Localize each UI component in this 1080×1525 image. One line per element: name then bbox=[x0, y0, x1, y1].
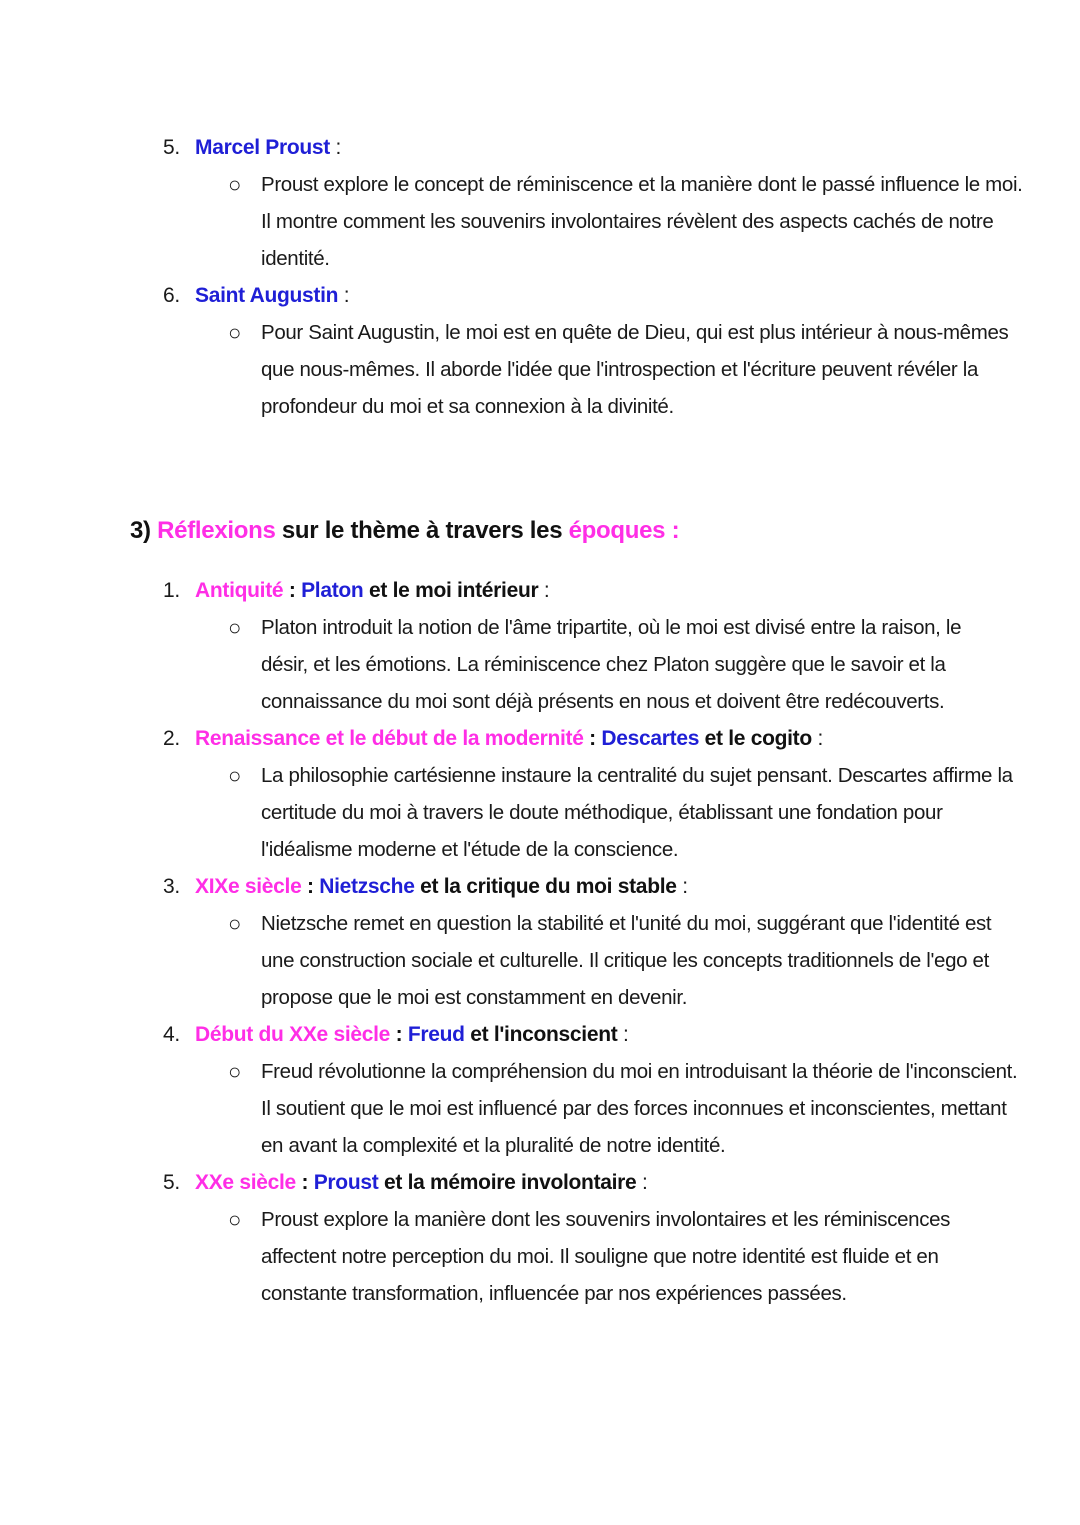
list-item-marcel-proust bbox=[163, 129, 341, 166]
list-number: 1. bbox=[163, 579, 180, 602]
list-number: 2. bbox=[163, 727, 180, 750]
heading-word-epoques: époques bbox=[568, 517, 666, 544]
author-name: Saint Augustin bbox=[195, 284, 339, 307]
paragraph-line: Il montre comment les souvenirs involontaires révèlent des aspects cachés de notre bbox=[261, 210, 994, 233]
colon: : bbox=[641, 1171, 648, 1194]
hollow-bullet-icon: ○ bbox=[228, 763, 242, 788]
hollow-bullet-icon: ○ bbox=[228, 1207, 242, 1232]
colon: : bbox=[682, 875, 688, 898]
list-item-xixe-siecle bbox=[163, 868, 688, 905]
author-name: Nietzsche bbox=[319, 875, 415, 898]
era-label: Antiquité bbox=[195, 579, 284, 602]
era-label: Renaissance et le début de la modernité bbox=[195, 727, 584, 750]
separator: : bbox=[307, 875, 314, 898]
paragraph-line: identité. bbox=[261, 247, 330, 270]
hollow-bullet-icon: ○ bbox=[228, 1059, 242, 1084]
paragraph-line: Nietzsche remet en question la stabilité et l'unité du moi, suggérant que l'identité est bbox=[261, 912, 992, 935]
colon: : bbox=[335, 136, 342, 159]
topic-label: et le moi intérieur bbox=[369, 579, 539, 602]
list-number: 4. bbox=[163, 1023, 180, 1046]
paragraph-line: Freud révolutionne la compréhension du moi en introduisant la théorie de l'inconscient. bbox=[261, 1060, 1018, 1083]
list-item-renaissance bbox=[163, 720, 823, 757]
author-name: Freud bbox=[407, 1023, 465, 1046]
paragraph-line: La philosophie cartésienne instaure la centralité du sujet pensant. Descartes affirme la bbox=[261, 764, 1013, 787]
paragraph-line: Proust explore le concept de réminiscence et la manière dont le passé influence le moi. bbox=[261, 173, 1023, 196]
paragraph-proust bbox=[261, 166, 1023, 277]
author-name: Platon bbox=[301, 579, 364, 602]
colon: : bbox=[543, 579, 550, 602]
heading-word-reflexions: Réflexions bbox=[157, 517, 276, 544]
era-label: Début du XXe siècle bbox=[195, 1023, 391, 1046]
hollow-bullet-icon: ○ bbox=[228, 615, 242, 640]
hollow-bullet-icon: ○ bbox=[228, 172, 242, 197]
hollow-bullet-icon: ○ bbox=[228, 911, 242, 936]
paragraph-augustin bbox=[261, 314, 1009, 425]
paragraph-descartes bbox=[261, 757, 1013, 868]
colon: : bbox=[817, 727, 823, 750]
hollow-bullet-icon: ○ bbox=[228, 320, 242, 345]
author-name: Descartes bbox=[601, 727, 700, 750]
separator: : bbox=[301, 1171, 309, 1194]
paragraph-line: profondeur du moi et sa connexion à la divinité. bbox=[261, 395, 674, 418]
paragraph-line: que nous-mêmes. Il aborde l'idée que l'introspection et l'écriture peuvent révéler la bbox=[261, 358, 978, 381]
paragraph-nietzsche bbox=[261, 905, 992, 1016]
heading-prefix: 3) bbox=[130, 517, 151, 544]
paragraph-freud bbox=[261, 1053, 1018, 1164]
list-number: 5. bbox=[163, 136, 180, 159]
topic-label: et le cogito bbox=[704, 727, 812, 750]
topic-label: et la mémoire involontaire bbox=[383, 1171, 637, 1194]
paragraph-line: l'idéalisme moderne et l'étude de la conscience. bbox=[261, 838, 679, 861]
paragraph-line: une construction sociale et culturelle. Il critique les concepts traditionnels de l'ego et bbox=[261, 949, 989, 972]
paragraph-line: connaissance du moi sont déjà présents en nous et doivent être redécouverts. bbox=[261, 690, 945, 713]
paragraph-platon bbox=[261, 609, 961, 720]
paragraph-line: Proust explore la manière dont les souvenirs involontaires et les réminiscences bbox=[261, 1208, 951, 1231]
author-name: Proust bbox=[313, 1171, 379, 1194]
section-heading bbox=[130, 512, 679, 550]
paragraph-line: Il soutient que le moi est influencé par des forces inconnues et inconscientes, mettant bbox=[261, 1097, 1007, 1120]
paragraph-line: en avant la complexité et la pluralité de notre identité. bbox=[261, 1134, 726, 1157]
list-number: 6. bbox=[163, 284, 180, 307]
paragraph-line: affectent notre perception du moi. Il souligne que notre identité est fluide et en bbox=[261, 1245, 939, 1268]
era-label: XXe siècle bbox=[195, 1171, 296, 1194]
paragraph-line: Platon introduit la notion de l'âme tripartite, où le moi est divisé entre la raison, le bbox=[261, 616, 962, 639]
paragraph-line: constante transformation, influencée par nos expériences passées. bbox=[261, 1282, 847, 1305]
topic-label: et l'inconscient bbox=[470, 1023, 618, 1046]
paragraph-line: désir, et les émotions. La réminiscence chez Platon suggère que le savoir et la bbox=[261, 653, 946, 676]
separator: : bbox=[589, 727, 596, 750]
paragraph-line: Pour Saint Augustin, le moi est en quête de Dieu, qui est plus intérieur à nous-mêmes bbox=[261, 321, 1009, 344]
heading-suffix: : bbox=[671, 517, 680, 544]
list-item-saint-augustin bbox=[163, 277, 349, 314]
separator: : bbox=[288, 579, 296, 602]
list-item-xxe-siecle bbox=[163, 1164, 648, 1201]
list-item-antiquite bbox=[163, 572, 549, 609]
paragraph-proust-memoire bbox=[261, 1201, 961, 1312]
author-name: Marcel Proust bbox=[195, 136, 330, 159]
paragraph-line: certitude du moi à travers le doute méthodique, établissant une fondation pour bbox=[261, 801, 943, 824]
colon: : bbox=[623, 1023, 629, 1046]
list-number: 3. bbox=[163, 875, 180, 898]
colon: : bbox=[343, 284, 350, 307]
separator: : bbox=[395, 1023, 403, 1046]
paragraph-line: propose que le moi est constamment en devenir. bbox=[261, 986, 688, 1009]
list-item-debut-xxe-siecle bbox=[163, 1016, 629, 1053]
topic-label: et la critique du moi stable bbox=[420, 875, 677, 898]
list-number: 5. bbox=[163, 1171, 180, 1194]
era-label: XIXe siècle bbox=[195, 875, 302, 898]
heading-middle: sur le thème à travers les bbox=[281, 517, 563, 544]
